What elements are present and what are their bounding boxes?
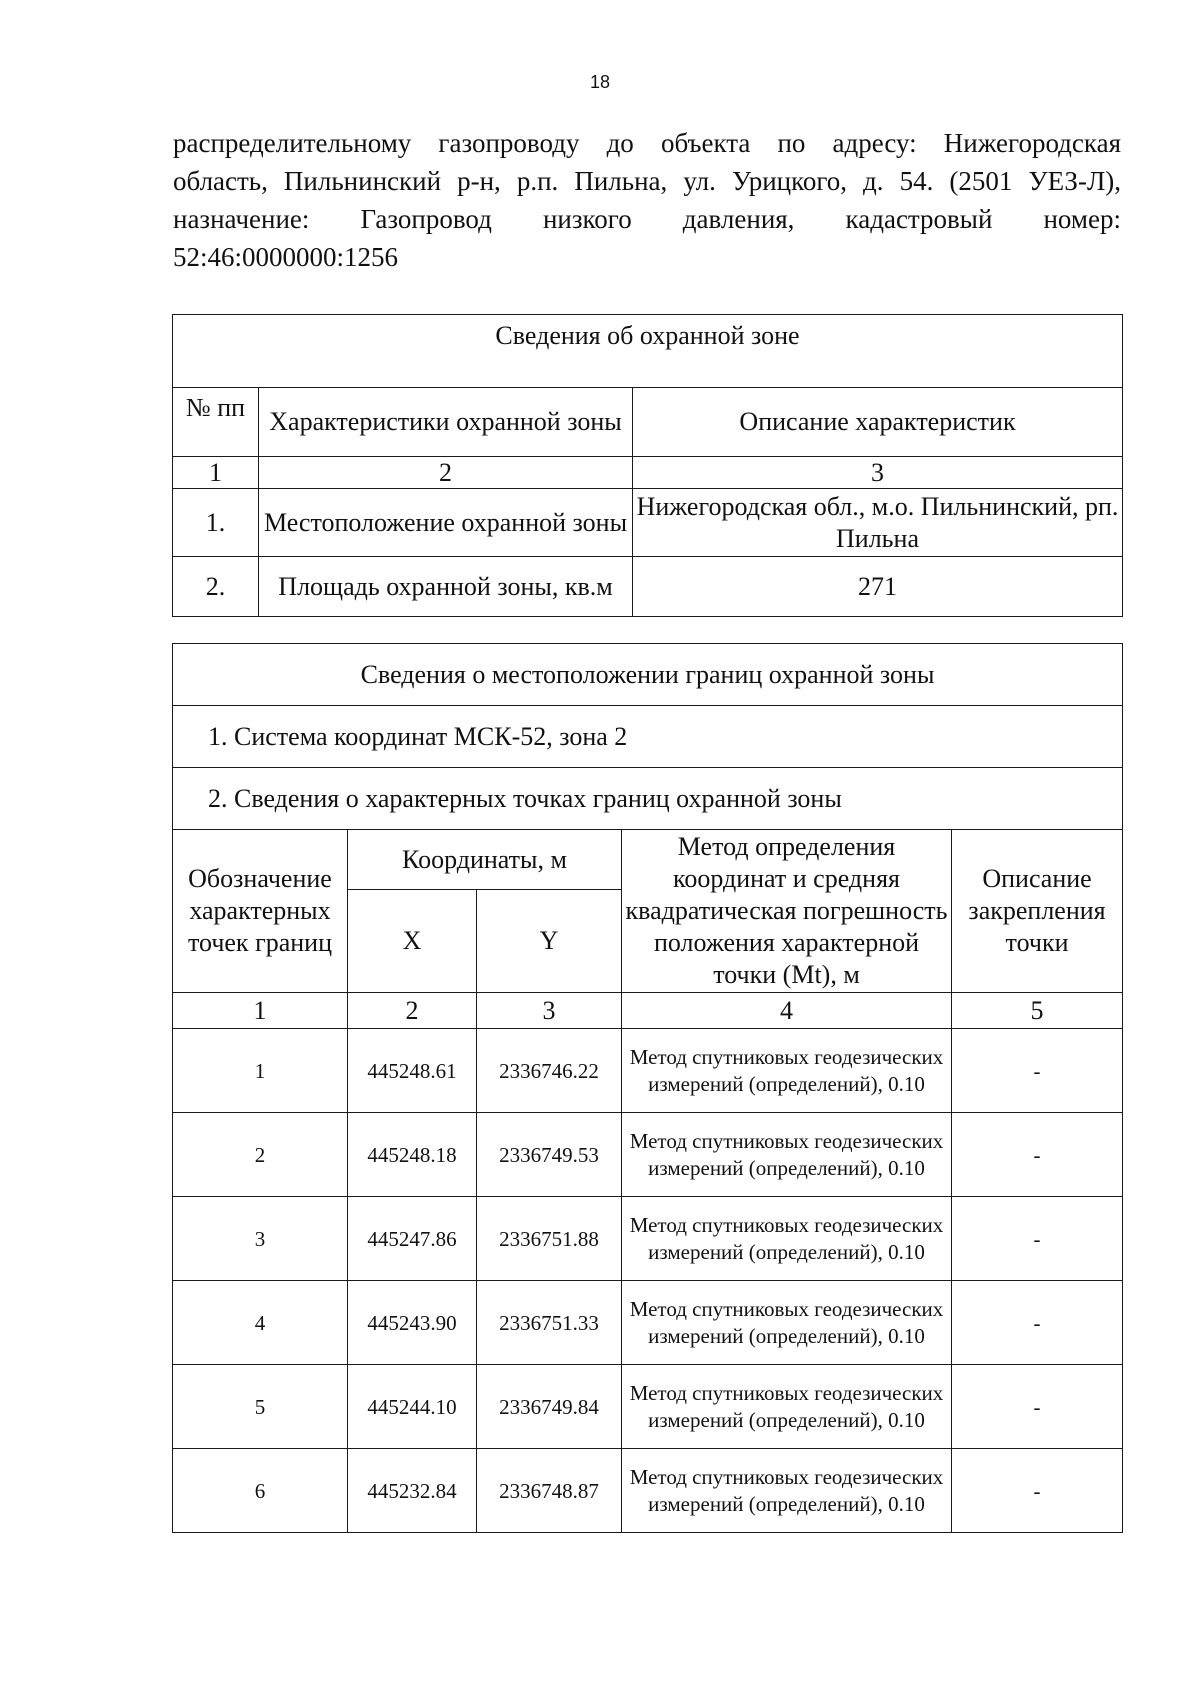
page-number: 18 xyxy=(589,72,611,92)
point-fixing: - xyxy=(952,1113,1123,1197)
point-id: 1 xyxy=(173,1029,348,1113)
zone-column-number: 2 xyxy=(259,457,633,489)
table-row xyxy=(173,1449,1123,1533)
points-column-number: 5 xyxy=(952,993,1123,1029)
point-x: 445244.10 xyxy=(348,1365,477,1449)
point-id: 5 xyxy=(173,1365,348,1449)
point-id: 3 xyxy=(173,1197,348,1281)
point-y: 2336749.84 xyxy=(477,1365,622,1449)
table-row xyxy=(173,1281,1123,1365)
header-method: Метод определения координат и средняя квадратическая погрешность положения характерной точки (Mt), м xyxy=(622,830,952,993)
intro-line: распределительному газопроводу до объекта по адресу: Нижегородская xyxy=(173,128,1121,158)
row-number: 1. xyxy=(173,489,259,557)
header-y: Y xyxy=(477,890,622,993)
row-number: 2. xyxy=(173,557,259,617)
point-x: 445248.61 xyxy=(348,1029,477,1113)
table-row xyxy=(173,1197,1123,1281)
point-method: Метод спутниковых геодезических измерений (определений), 0.10 xyxy=(622,1029,952,1113)
header-coordinates: Координаты, м xyxy=(348,830,622,890)
point-method: Метод спутниковых геодезических измерений (определений), 0.10 xyxy=(622,1365,952,1449)
zone-column-number: 3 xyxy=(633,457,1123,489)
zone-header-characteristic: Характеристики охранной зоны xyxy=(259,388,633,457)
point-y: 2336751.33 xyxy=(477,1281,622,1365)
point-method: Метод спутниковых геодезических измерений (определений), 0.10 xyxy=(622,1113,952,1197)
point-fixing: - xyxy=(952,1281,1123,1365)
point-fixing: - xyxy=(952,1197,1123,1281)
point-x: 445248.18 xyxy=(348,1113,477,1197)
zone-header-number: № пп xyxy=(173,388,259,457)
intro-line: 52:46:0000000:1256 xyxy=(173,242,399,272)
table-row xyxy=(173,1029,1123,1113)
point-x: 445243.90 xyxy=(348,1281,477,1365)
header-designation: Обозначение характерных точек границ xyxy=(173,830,348,993)
header-fixing: Описание закрепления точки xyxy=(952,830,1123,993)
row-characteristic: Местоположение охранной зоны xyxy=(259,489,633,557)
table-row xyxy=(173,1113,1123,1197)
points-column-number: 2 xyxy=(348,993,477,1029)
zone-header-description: Описание характеристик xyxy=(633,388,1123,457)
row-value: Нижегородская обл., м.о. Пильнинский, рп. Пильна xyxy=(633,489,1123,557)
point-id: 4 xyxy=(173,1281,348,1365)
point-id: 2 xyxy=(173,1113,348,1197)
zone-column-number: 1 xyxy=(173,457,259,489)
points-column-number: 3 xyxy=(477,993,622,1029)
point-fixing: - xyxy=(952,1029,1123,1113)
points-table-title: Сведения о местоположении границ охранной зоны xyxy=(173,644,1123,706)
row-value: 271 xyxy=(633,557,1123,617)
point-method: Метод спутниковых геодезических измерений (определений), 0.10 xyxy=(622,1197,952,1281)
point-y: 2336746.22 xyxy=(477,1029,622,1113)
point-id: 6 xyxy=(173,1449,348,1533)
zone-table-title: Сведения об охранной зоне xyxy=(173,315,1123,388)
table-row xyxy=(173,489,1123,557)
boundary-points-table xyxy=(172,643,1123,1533)
point-y: 2336749.53 xyxy=(477,1113,622,1197)
point-fixing: - xyxy=(952,1365,1123,1449)
point-y: 2336751.88 xyxy=(477,1197,622,1281)
row-characteristic: Площадь охранной зоны, кв.м xyxy=(259,557,633,617)
point-x: 445247.86 xyxy=(348,1197,477,1281)
point-y: 2336748.87 xyxy=(477,1449,622,1533)
points-column-number: 1 xyxy=(173,993,348,1029)
point-method: Метод спутниковых геодезических измерений (определений), 0.10 xyxy=(622,1281,952,1365)
points-column-number: 4 xyxy=(622,993,952,1029)
table-row xyxy=(173,557,1123,617)
point-method: Метод спутниковых геодезических измерений (определений), 0.10 xyxy=(622,1449,952,1533)
zone-info-table xyxy=(172,314,1123,617)
coordinate-system: 1. Система координат МСК-52, зона 2 xyxy=(173,706,1123,768)
point-fixing: - xyxy=(952,1449,1123,1533)
intro-paragraph xyxy=(173,124,1121,276)
table-row xyxy=(173,1365,1123,1449)
intro-line: область, Пильнинский р-н, р.п. Пильна, ул. Урицкого, д. 54. (2501 УЕЗ-Л), xyxy=(173,166,1121,196)
point-x: 445232.84 xyxy=(348,1449,477,1533)
points-subtitle: 2. Сведения о характерных точках границ охранной зоны xyxy=(173,768,1123,830)
intro-line: назначение: Газопровод низкого давления, кадастровый номер: xyxy=(173,204,1121,234)
header-x: X xyxy=(348,890,477,993)
